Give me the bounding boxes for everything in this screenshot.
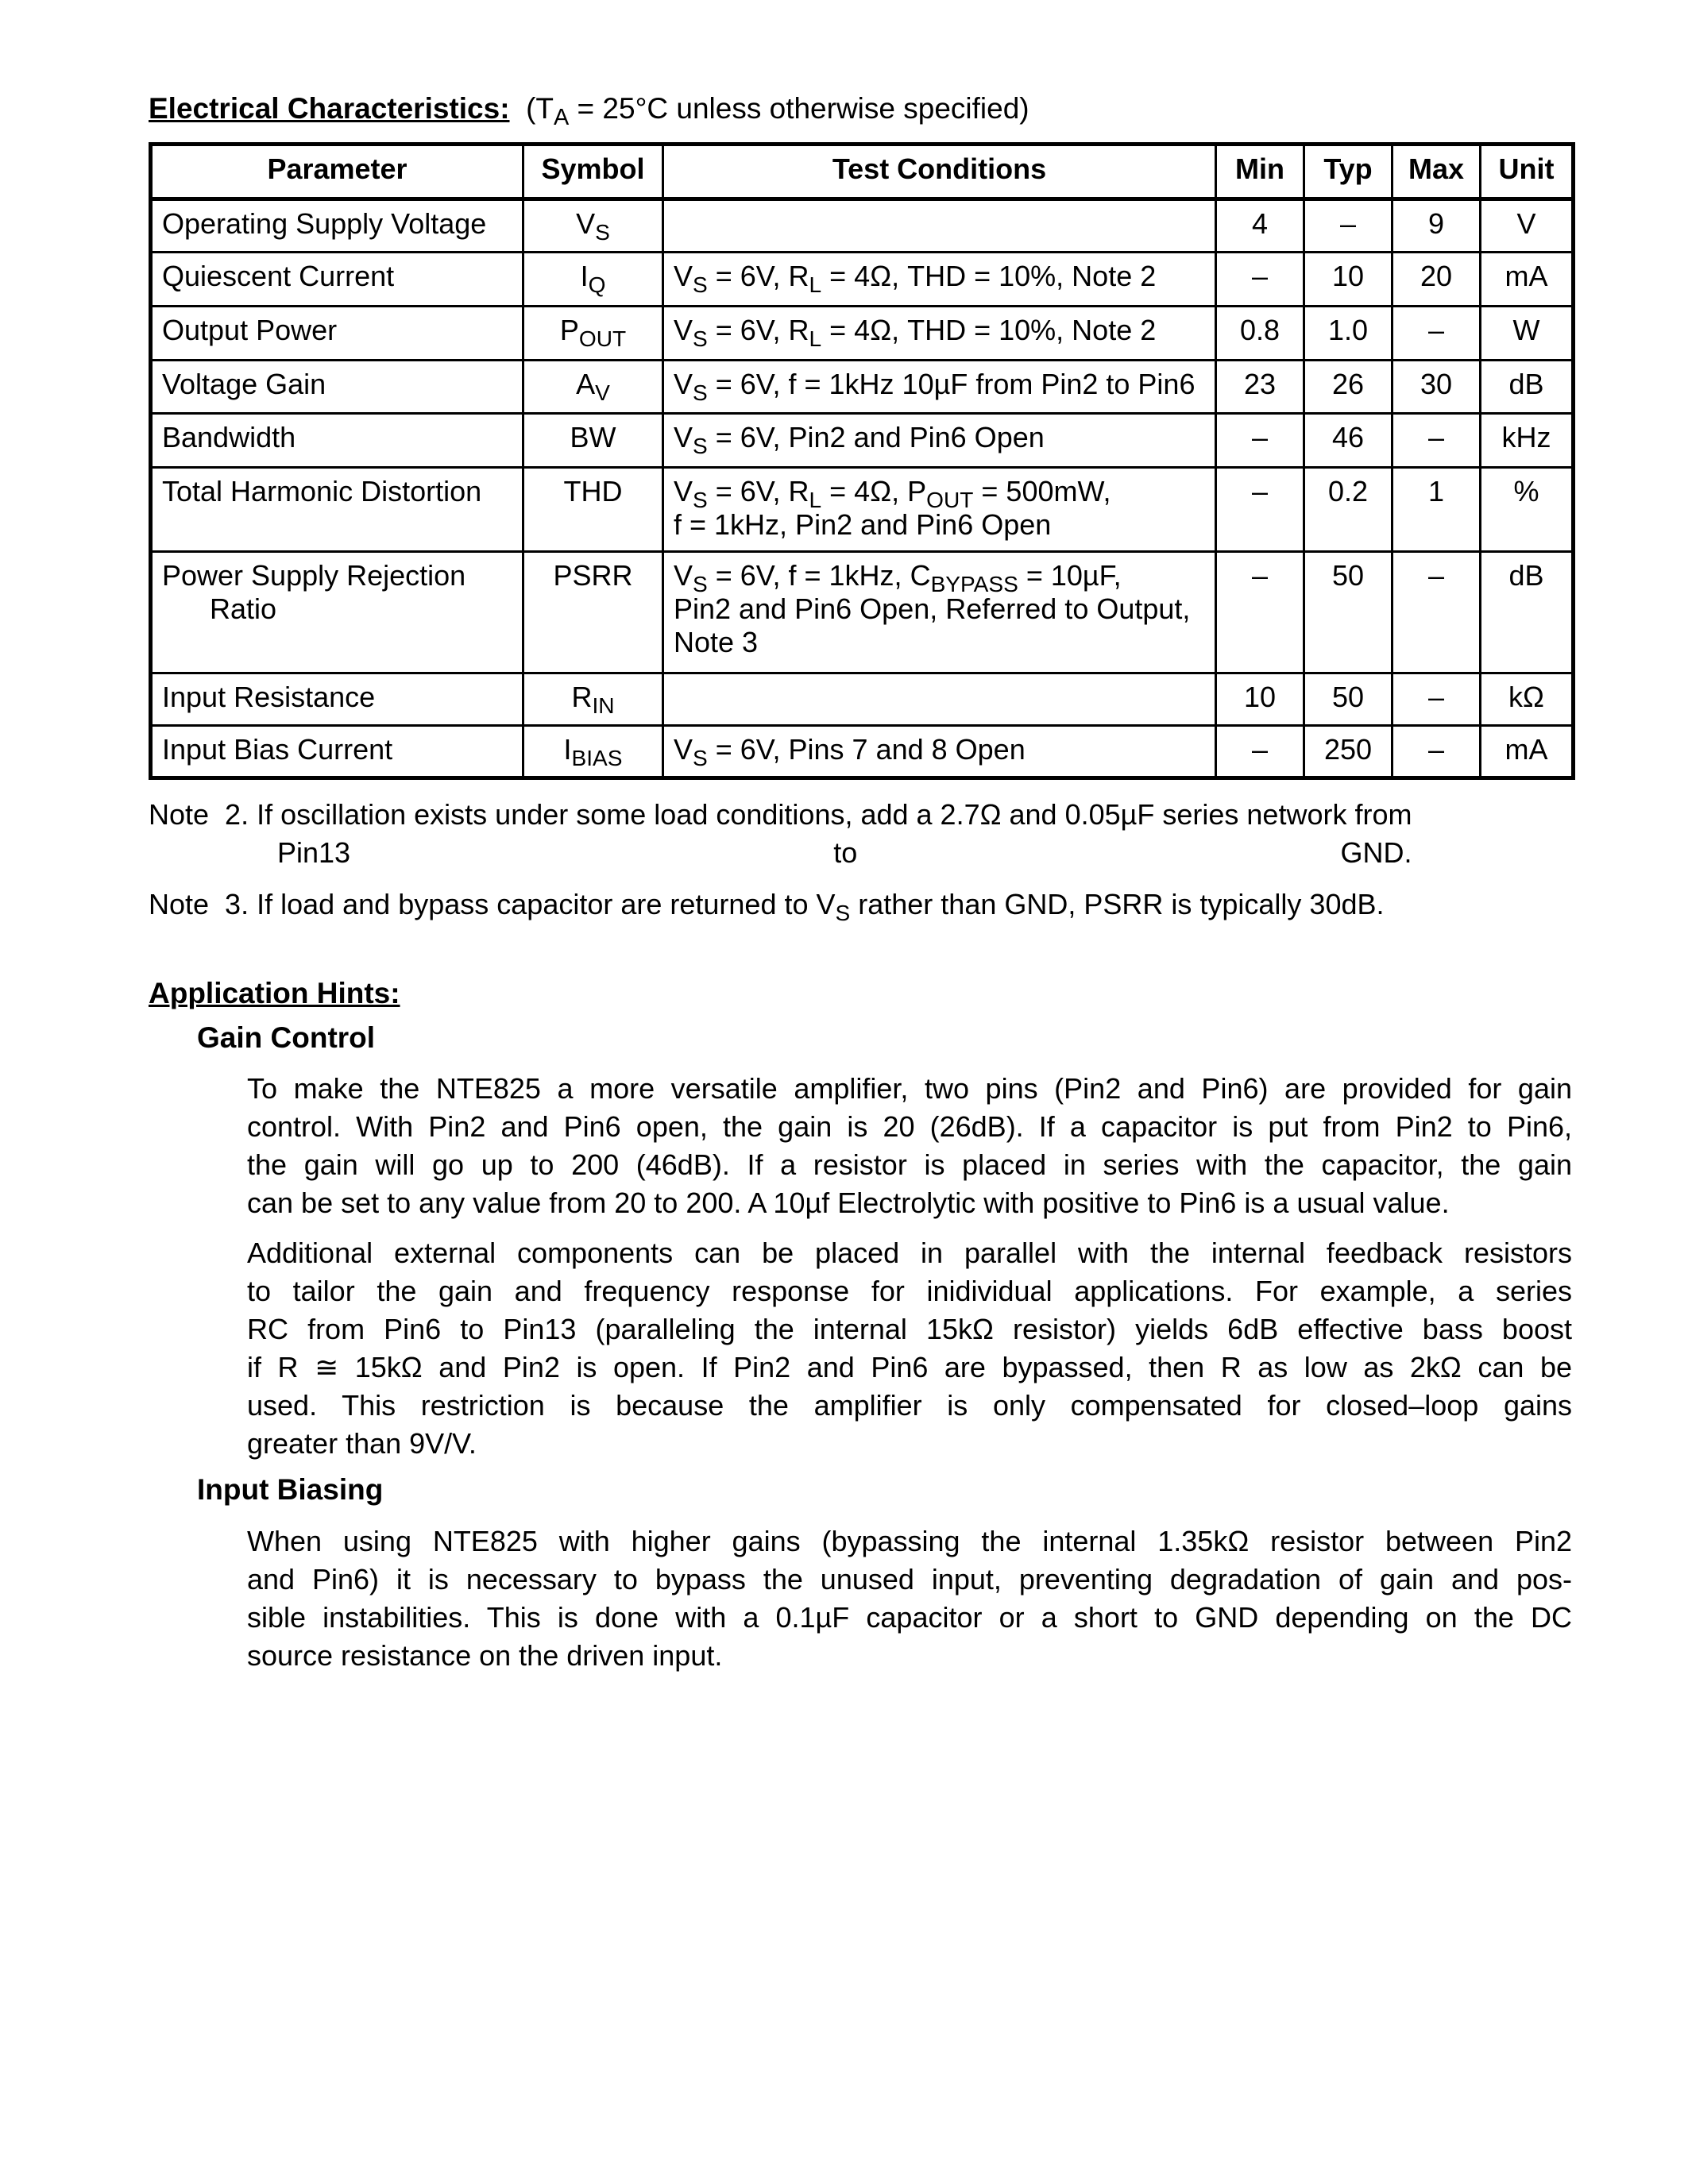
max-cell: – xyxy=(1393,673,1481,726)
subscript: S xyxy=(693,433,708,458)
text-run: = 4Ω, THD = 10%, Note 2 xyxy=(821,260,1157,292)
text-run: THD xyxy=(563,475,623,507)
text-run: V xyxy=(674,733,693,766)
min-cell: – xyxy=(1216,414,1304,468)
text-run: Bandwidth xyxy=(162,421,296,453)
symbol-cell xyxy=(523,673,663,726)
subscript: S xyxy=(693,487,708,512)
text-run: Pin2 and Pin6 Open, Referred to Output, xyxy=(674,592,1191,625)
section-title xyxy=(149,92,1029,131)
subscript: S xyxy=(693,326,708,351)
parameter-cell xyxy=(151,361,523,414)
paragraph-line: and Pin6) it is necessary to bypass the unused input, preventing degradation of gain and pos- xyxy=(247,1563,1572,1596)
unit-cell: V xyxy=(1481,199,1574,253)
subscript: S xyxy=(693,380,708,405)
text-run: = 6V, R xyxy=(707,475,809,507)
table-row xyxy=(151,726,1574,778)
text-run: P xyxy=(559,314,579,346)
table-row xyxy=(151,468,1574,552)
table-row xyxy=(151,552,1574,673)
typ-cell: 46 xyxy=(1304,414,1393,468)
text-run: f = 1kHz, Pin2 and Pin6 Open xyxy=(674,508,1052,541)
header-parameter: Parameter xyxy=(151,145,523,199)
text-run: Ratio xyxy=(162,592,277,625)
symbol-cell xyxy=(523,361,663,414)
paragraph-line: used. This restriction is because the amplifier is only compensated for closed–loop gains xyxy=(247,1389,1572,1422)
typ-cell: 250 xyxy=(1304,726,1393,778)
text-run: = 4Ω, P xyxy=(821,475,927,507)
input-biasing-heading: Input Biasing xyxy=(197,1473,384,1506)
table-row xyxy=(151,673,1574,726)
text-run: = 6V, Pin2 and Pin6 Open xyxy=(707,421,1045,453)
test-conditions-cell xyxy=(663,199,1216,253)
unit-cell: kHz xyxy=(1481,414,1574,468)
text-run: BW xyxy=(570,421,616,453)
paragraph-line: source resistance on the driven input. xyxy=(247,1639,723,1672)
symbol-cell xyxy=(523,253,663,307)
test-conditions-cell xyxy=(663,307,1216,361)
max-cell: 20 xyxy=(1393,253,1481,307)
paragraph-line: greater than 9V/V. xyxy=(247,1427,477,1460)
table-row xyxy=(151,307,1574,361)
symbol-cell xyxy=(523,726,663,778)
paragraph-line: if R ≅ 15kΩ and Pin2 is open. If Pin2 and Pin6 are bypassed, then R as low as 2kΩ can be xyxy=(247,1351,1572,1383)
paragraph-line: sible instabilities. This is done with a 0.1µF capacitor or a short to GND depending on the DC xyxy=(247,1601,1572,1634)
parameter-cell xyxy=(151,307,523,361)
min-cell: 0.8 xyxy=(1216,307,1304,361)
symbol-cell xyxy=(523,414,663,468)
min-cell: 4 xyxy=(1216,199,1304,253)
max-cell: – xyxy=(1393,307,1481,361)
parameter-cell xyxy=(151,673,523,726)
gain-control-heading: Gain Control xyxy=(197,1021,376,1054)
subscript: BYPASS xyxy=(930,571,1018,596)
note-2-line xyxy=(149,796,1412,834)
subscript: S xyxy=(835,900,851,925)
subscript: Q xyxy=(588,272,606,297)
text-run: = 10µF, xyxy=(1018,559,1122,592)
header-unit: Unit xyxy=(1481,145,1574,199)
paragraph-line: the gain will go up to 200 (46dB). If a resistor is placed in series with the capacitor, the gain xyxy=(247,1148,1572,1181)
text-run: R xyxy=(571,681,593,713)
table-row xyxy=(151,199,1574,253)
text-run: Pin13 to GND. xyxy=(277,836,1412,869)
test-conditions-cell xyxy=(663,673,1216,726)
min-cell: – xyxy=(1216,726,1304,778)
test-conditions-cell xyxy=(663,726,1216,778)
table-row xyxy=(151,414,1574,468)
header-test-conditions: Test Conditions xyxy=(663,145,1216,199)
text-run: = 500mW, xyxy=(973,475,1111,507)
text-run: = 6V, f = 1kHz 10µF from Pin2 to Pin6 xyxy=(707,368,1196,400)
max-cell: – xyxy=(1393,552,1481,673)
text-run: = 6V, Pins 7 and 8 Open xyxy=(707,733,1026,766)
subscript: L xyxy=(809,487,822,512)
unit-cell: % xyxy=(1481,468,1574,552)
text-run: = 25°C unless otherwise specified) xyxy=(569,92,1029,125)
electrical-characteristics-table xyxy=(149,142,1575,780)
max-cell: – xyxy=(1393,414,1481,468)
typ-cell: 50 xyxy=(1304,673,1393,726)
text-run: = 6V, f = 1kHz, C xyxy=(707,559,931,592)
max-cell: 1 xyxy=(1393,468,1481,552)
text-run: Voltage Gain xyxy=(162,368,326,400)
subscript: L xyxy=(809,326,822,351)
min-cell: – xyxy=(1216,468,1304,552)
note-3 xyxy=(149,886,1385,924)
text-run: I xyxy=(563,733,572,766)
table-row xyxy=(151,253,1574,307)
unit-cell: W xyxy=(1481,307,1574,361)
text-run: rather than GND, PSRR is typically 30dB. xyxy=(850,888,1385,920)
paragraph-line: RC from Pin6 to Pin13 (paralleling the internal 15kΩ resistor) yields 6dB effective bass boost xyxy=(247,1313,1572,1345)
text-run: = 6V, R xyxy=(707,260,809,292)
header-max: Max xyxy=(1393,145,1481,199)
subscript: V xyxy=(595,380,610,405)
text-run: PSRR xyxy=(553,559,633,592)
note-3-line xyxy=(149,886,1385,924)
subscript: S xyxy=(693,571,708,596)
application-hints-heading: Application Hints: xyxy=(149,977,400,1009)
symbol-cell xyxy=(523,307,663,361)
temperature-condition xyxy=(526,92,1029,131)
parameter-cell xyxy=(151,726,523,778)
subscript: BIAS xyxy=(571,745,623,770)
subscript: S xyxy=(693,272,708,297)
text-run: Input Resistance xyxy=(162,681,376,713)
parameter-cell xyxy=(151,414,523,468)
paragraph-line: control. With Pin2 and Pin6 open, the gain is 20 (26dB). If a capacitor is put from Pin2 to Pin6, xyxy=(247,1110,1572,1143)
typ-cell: – xyxy=(1304,199,1393,253)
typ-cell: 26 xyxy=(1304,361,1393,414)
text-run: V xyxy=(674,314,693,346)
text-run: V xyxy=(674,421,693,453)
typ-cell: 10 xyxy=(1304,253,1393,307)
gain-control-paragraph-1 xyxy=(247,1070,1572,1222)
text-run: Total Harmonic Distortion xyxy=(162,475,482,507)
table-header-row xyxy=(151,145,1574,199)
typ-cell: 50 xyxy=(1304,552,1393,673)
typ-cell: 1.0 xyxy=(1304,307,1393,361)
note-2-line xyxy=(149,834,1412,872)
text-run: V xyxy=(674,368,693,400)
paragraph-line: to tailor the gain and frequency response for inidividual applications. For example, a series xyxy=(247,1275,1572,1307)
text-run: Output Power xyxy=(162,314,338,346)
header-typ: Typ xyxy=(1304,145,1393,199)
parameter-cell xyxy=(151,552,523,673)
parameter-cell xyxy=(151,468,523,552)
header-min: Min xyxy=(1216,145,1304,199)
text-run: Note 3. If load and bypass capacitor are returned to V xyxy=(149,888,836,920)
parameter-cell xyxy=(151,253,523,307)
input-biasing-paragraph xyxy=(247,1522,1572,1675)
paragraph-line: When using NTE825 with higher gains (bypassing the internal 1.35kΩ resistor between Pin2 xyxy=(247,1525,1572,1557)
min-cell: 23 xyxy=(1216,361,1304,414)
typ-cell: 0.2 xyxy=(1304,468,1393,552)
max-cell: 30 xyxy=(1393,361,1481,414)
gain-control-paragraph-2 xyxy=(247,1234,1572,1463)
subscript: IN xyxy=(592,693,615,718)
text-run: V xyxy=(674,475,693,507)
unit-cell: mA xyxy=(1481,253,1574,307)
text-run: V xyxy=(576,207,596,240)
subscript: L xyxy=(809,272,822,297)
text-run: Input Bias Current xyxy=(162,733,393,766)
text-run: Note 3 xyxy=(674,626,759,658)
text-run: V xyxy=(674,559,693,592)
symbol-cell xyxy=(523,552,663,673)
subscript: S xyxy=(595,219,610,245)
subscript: OUT xyxy=(578,326,627,351)
text-run: = 6V, R xyxy=(707,314,809,346)
text-run: (T xyxy=(526,92,554,125)
table-row xyxy=(151,361,1574,414)
header-symbol: Symbol xyxy=(523,145,663,199)
unit-cell: dB xyxy=(1481,552,1574,673)
max-cell: – xyxy=(1393,726,1481,778)
test-conditions-cell xyxy=(663,253,1216,307)
min-cell: 10 xyxy=(1216,673,1304,726)
subscript: A xyxy=(554,105,570,131)
max-cell: 9 xyxy=(1393,199,1481,253)
text-run: = 4Ω, THD = 10%, Note 2 xyxy=(821,314,1157,346)
test-conditions-cell xyxy=(663,361,1216,414)
text-run: Note 2. If oscillation exists under some load conditions, add a 2.7Ω and 0.05µF series network from xyxy=(149,798,1412,831)
unit-cell: kΩ xyxy=(1481,673,1574,726)
paragraph-line: can be set to any value from 20 to 200. A 10µf Electrolytic with positive to Pin6 is a usual value. xyxy=(247,1187,1450,1219)
test-conditions-cell xyxy=(663,552,1216,673)
paragraph-line: Additional external components can be placed in parallel with the internal feedback resistors xyxy=(247,1237,1572,1269)
note-2 xyxy=(149,796,1412,872)
test-conditions-cell xyxy=(663,414,1216,468)
text-run: Operating Supply Voltage xyxy=(162,207,487,240)
electrical-characteristics-heading: Electrical Characteristics: xyxy=(149,92,510,125)
min-cell: – xyxy=(1216,253,1304,307)
symbol-cell xyxy=(523,199,663,253)
unit-cell: mA xyxy=(1481,726,1574,778)
paragraph-line: To make the NTE825 a more versatile amplifier, two pins (Pin2 and Pin6) are provided for gain xyxy=(247,1072,1572,1105)
subscript: S xyxy=(693,745,708,770)
text-run: V xyxy=(674,260,693,292)
text-run: I xyxy=(580,260,589,292)
subscript: OUT xyxy=(926,487,974,512)
unit-cell: dB xyxy=(1481,361,1574,414)
min-cell: – xyxy=(1216,552,1304,673)
symbol-cell xyxy=(523,468,663,552)
text-run: A xyxy=(576,368,596,400)
test-conditions-cell xyxy=(663,468,1216,552)
parameter-cell xyxy=(151,199,523,253)
text-run: Quiescent Current xyxy=(162,260,395,292)
text-run: Power Supply Rejection xyxy=(162,559,466,592)
